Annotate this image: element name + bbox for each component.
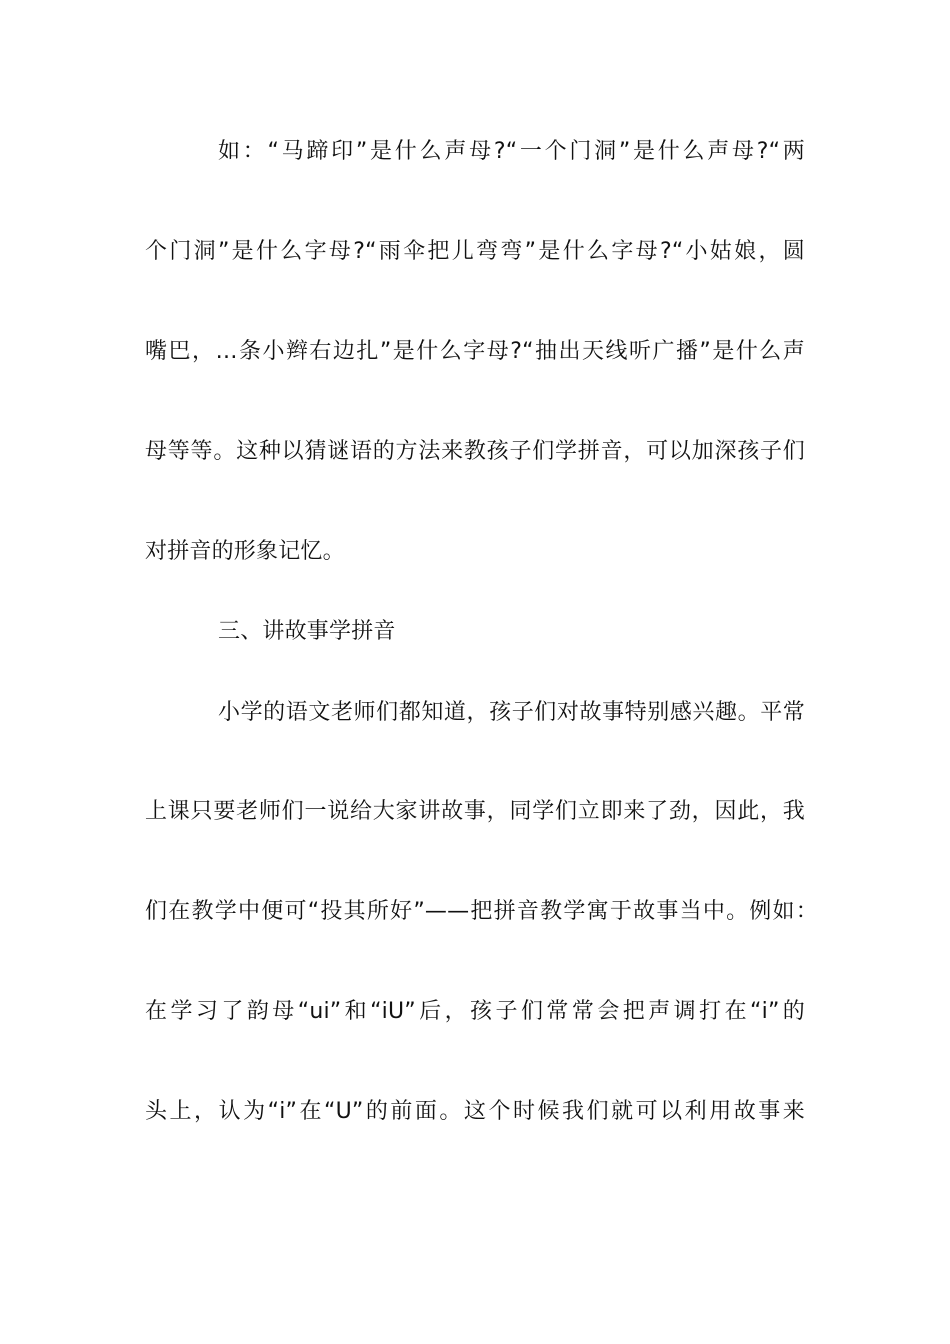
paragraph-line: 嘴巴，…条小辫右边扎”是什么字母?“抽出天线听广播”是什么声 bbox=[145, 339, 805, 364]
section-heading: 三、讲故事学拼音 bbox=[218, 619, 396, 644]
paragraph-line: 对拼音的形象记忆。 bbox=[145, 539, 345, 564]
paragraph-line: 母等等。这种以猜谜语的方法来教孩子们学拼音，可以加深孩子们 bbox=[145, 439, 805, 464]
paragraph-line: 个门洞”是什么字母?“雨伞把儿弯弯”是什么字母?“小姑娘，圆 bbox=[145, 239, 805, 264]
paragraph-line: 头上，认为“i”在“U”的前面。这个时候我们就可以利用故事来 bbox=[145, 1099, 805, 1124]
paragraph-line: 们在教学中便可“投其所好”——把拼音教学寓于故事当中。例如： bbox=[145, 899, 818, 924]
paragraph-line: 如：“马蹄印”是什么声母?“一个门洞”是什么声母?“两 bbox=[218, 139, 805, 164]
paragraph-line: 上课只要老师们一说给大家讲故事，同学们立即来了劲，因此，我 bbox=[145, 799, 805, 824]
paragraph-line: 在学习了韵母“ui”和“iU”后，孩子们常常会把声调打在“i”的 bbox=[145, 999, 805, 1024]
paragraph-line: 小学的语文老师们都知道，孩子们对故事特别感兴趣。平常 bbox=[218, 700, 805, 725]
